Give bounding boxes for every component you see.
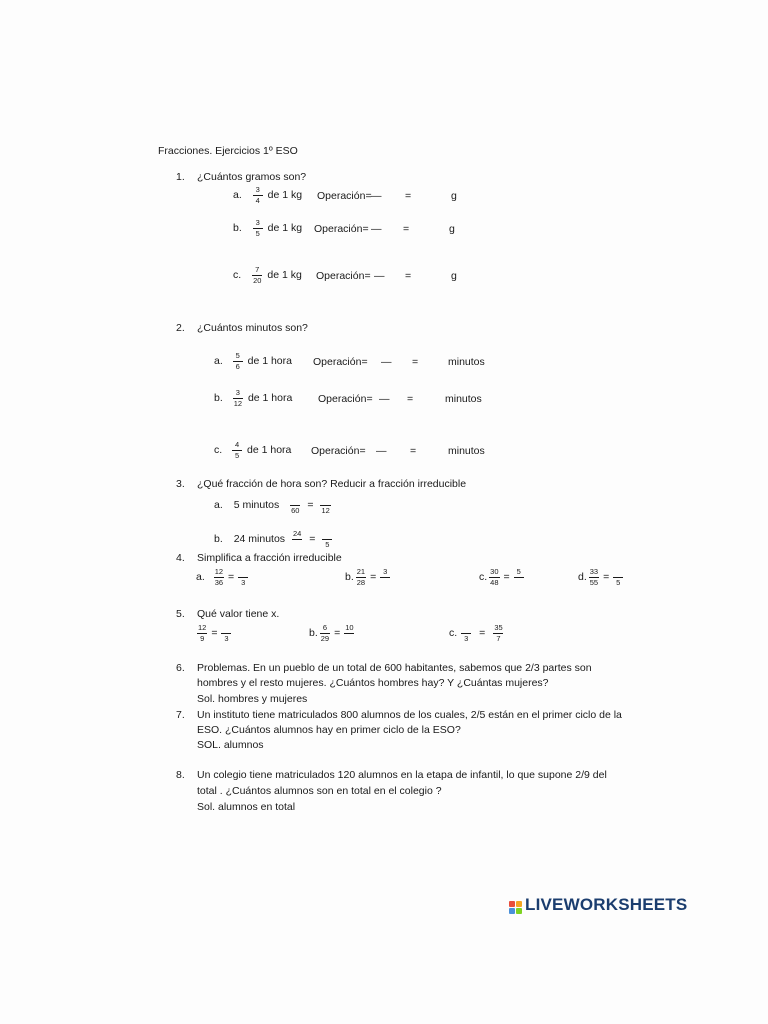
q3-item-b [214,530,334,548]
item-letter: c. [214,443,223,456]
result-unit: minutos [448,445,485,457]
item-letter: b. [214,532,223,545]
item-letter: b. [233,221,242,234]
q1-number: 1. [176,171,185,183]
q7-answer-line: SOL. alumnos [197,739,264,751]
item-letter: b. [214,391,223,404]
q8-number: 8. [176,769,185,781]
unit: de 1 hora [247,354,292,367]
q3-text: ¿Qué fracción de hora son? Reducir a fracción irreducible [197,478,467,490]
q1-item-b [233,219,302,237]
item-letter: c. [233,268,242,281]
fraction: $\frac{6}{29}$ [320,623,330,643]
fraction: $\frac{5}{6}$ [233,352,243,370]
equals-sign: = [405,270,412,282]
q4-item-a [196,568,250,586]
operation-label: Operación= [311,445,366,457]
equals-sign: = [407,393,414,405]
q4-item-d [578,568,625,586]
unit: de 1 kg [267,221,303,234]
q1-item-c [233,266,302,284]
equals-sign: = [410,445,417,457]
fraction[interactable]: 5 [613,568,623,586]
fraction: $\frac{12}{36}$ [214,567,224,587]
unit: de 1 hora [247,391,293,404]
q1-text: ¿Cuántos gramos son? [197,171,307,183]
operation-label: Operación= [316,270,371,282]
operation-label: Operación= [313,356,368,368]
fraction: $\frac{3}{12}$ [233,388,243,408]
fraction: $\frac{35}{7}$ [494,623,503,643]
logo-block [516,908,522,914]
q4-number: 4. [176,552,185,564]
q8-answer-line: Sol. alumnos en total [197,801,296,813]
q5-item-b [309,624,357,642]
q1-item-a [233,186,302,204]
result-unit: minutos [445,393,482,405]
item-letter: a. [214,354,223,367]
fraction[interactable]: 5 [322,530,332,548]
unit: de 1 hora [247,443,292,456]
q6-number: 6. [176,662,185,674]
equals-sign: = [309,532,316,545]
page-title: Fracciones. Ejercicios 1º ESO [158,145,298,157]
fraction[interactable]: 24 [292,530,302,548]
q5-item-c [449,624,506,642]
item-letter: a. [233,188,242,201]
blank-dash[interactable]: — [371,223,382,235]
item-letter: c. [449,626,458,639]
item-label: 5 minutos [233,498,280,511]
q2-item-c [214,441,291,459]
result-unit: minutos [448,356,485,368]
equals-sign: = [403,223,410,235]
q4-text: Simplifica a fracción irreducible [197,552,342,564]
fraction[interactable]: 60 [291,505,300,515]
q8-line-1: Un colegio tiene matriculados 120 alumnos en la etapa de infantil, lo que supone 2/9 del [197,769,607,781]
operation-label: Operación= [318,393,373,405]
item-letter: a. [214,498,223,511]
operation-label: Operación= [317,190,372,202]
result-unit: g [451,270,457,282]
blank-dash[interactable]: — [379,393,390,405]
q5-number: 5. [176,608,185,620]
fraction: $\frac{3}{4}$ [253,186,263,204]
unit: de 1 kg [267,268,302,281]
fraction[interactable]: 5 [514,568,524,586]
q6-line-2: hombres y el resto mujeres. ¿Cuántos hombres hay? Y ¿Cuántas mujeres? [197,677,549,689]
item-letter: a. [196,570,205,583]
equals-sign: = [334,626,341,639]
fraction: $\frac{12}{9}$ [198,623,207,643]
equals-sign: = [211,626,218,639]
equals-sign: = [405,190,412,202]
q6-line-1: Problemas. En un pueblo de un total de 600 habitantes, sabemos que 2/3 partes son [197,662,592,674]
q7-number: 7. [176,709,185,721]
result-unit: g [451,190,457,202]
fraction[interactable]: 3 [221,624,231,642]
unit: de 1 kg [267,188,303,201]
q5-text: Qué valor tiene x. [197,608,280,620]
equals-sign: = [228,570,235,583]
q7-line-2: ESO. ¿Cuántos alumnos hay en primer ciclo de la ESO? [197,724,461,736]
equals-sign: = [307,498,314,511]
fraction[interactable]: 3 [380,568,390,586]
result-unit: g [449,223,455,235]
blank-dash[interactable]: — [381,356,392,368]
fraction[interactable]: 3 [461,624,471,642]
logo-block [509,901,515,907]
fraction: $\frac{4}{5}$ [232,441,242,459]
fraction: $\frac{21}{28}$ [356,567,366,587]
fraction: $\frac{3}{5}$ [253,219,263,237]
fraction: $\frac{30}{48}$ [490,567,499,587]
q3-item-a [214,496,333,514]
blank-dash[interactable]: — [376,445,387,457]
item-label: 24 minutos [233,532,286,545]
item-letter: c. [479,570,488,583]
q3-number: 3. [176,478,185,490]
item-letter: d. [578,570,587,583]
q6-answer-line: Sol. hombres y mujeres [197,693,308,705]
fraction[interactable]: 10 [344,624,354,642]
item-letter: b. [309,626,318,639]
q2-item-b [214,389,292,407]
fraction[interactable]: 12 [321,505,330,515]
equals-sign: = [412,356,419,368]
q2-text: ¿Cuántos minutos son? [197,322,308,334]
equals-sign: = [603,570,610,583]
q2-number: 2. [176,322,185,334]
fraction: $\frac{7}{20}$ [253,265,262,285]
q8-line-2: total . ¿Cuántos alumnos son en total en el colegio ? [197,785,442,797]
logo-text: LIVEWORKSHEETS [525,895,688,914]
item-letter: b. [345,570,354,583]
fraction: $\frac{33}{55}$ [589,567,599,587]
q7-line-1: Un instituto tiene matriculados 800 alumnos de los cuales, 2/5 están en el primer ciclo de la [197,709,622,721]
fraction[interactable]: 3 [238,568,248,586]
q4-item-b [345,568,392,586]
operation-label: Operación= [314,223,369,235]
blank-dash[interactable]: — [374,270,385,282]
q2-item-a [214,352,292,370]
blank-dash[interactable]: — [371,190,382,202]
equals-sign: = [479,626,486,639]
liveworksheets-logo[interactable] [509,895,687,915]
logo-block [509,908,515,914]
q4-item-c [479,568,526,586]
equals-sign: = [503,570,510,583]
logo-blocks-icon [509,901,522,914]
equals-sign: = [370,570,377,583]
q5-item-a [195,624,233,642]
logo-block [516,901,522,907]
